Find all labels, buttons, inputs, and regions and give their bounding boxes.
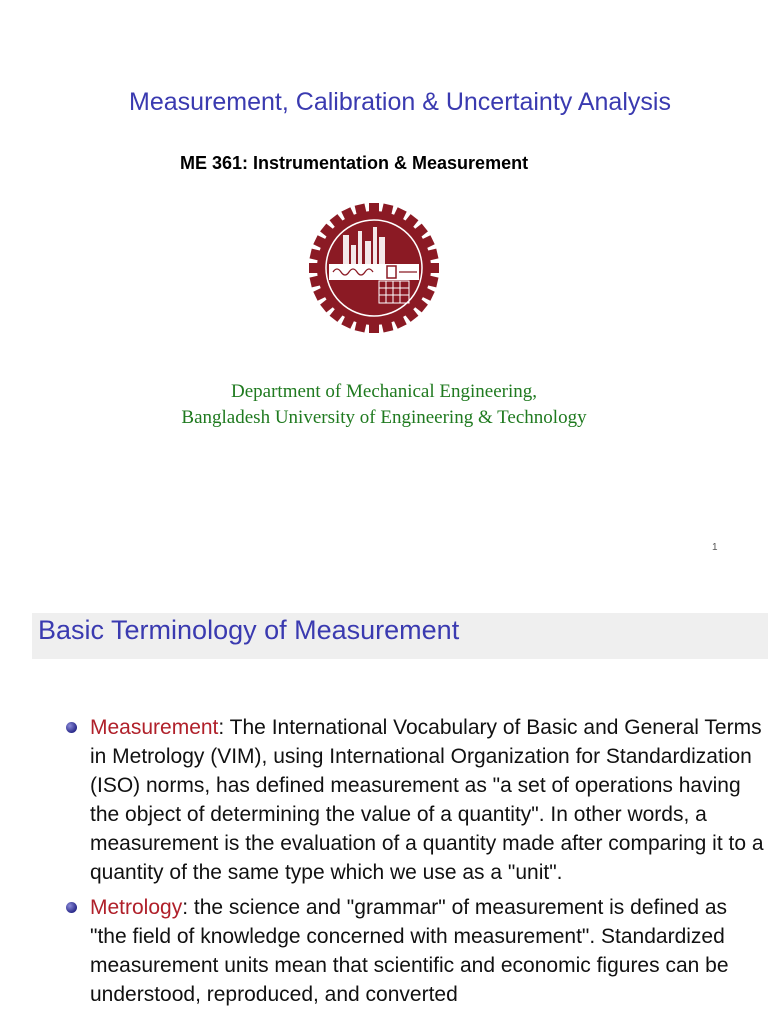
slide-title: Measurement, Calibration & Uncertainty Analysis <box>129 88 671 116</box>
bullet-list <box>64 713 764 1015</box>
term-definition: : The International Vocabulary of Basic and General Terms in Metrology (VIM), using International Organization for Standardization (ISO) norms, has defined measurement as "a set of operations having the object of determining the value of a quantity". In other words, a measurement is the evaluation of a quantity made after comparing it to a quantity of the same type which we use as a "unit". <box>90 716 764 884</box>
bullet-icon <box>66 902 77 913</box>
university-name: Bangladesh University of Engineering & Technology <box>181 407 587 428</box>
ruler-icon <box>329 264 419 280</box>
department-name: Department of Mechanical Engineering, <box>231 381 537 402</box>
university-logo <box>307 201 441 335</box>
list-item <box>64 893 764 1009</box>
term-label: Metrology <box>90 896 183 919</box>
slide-2 <box>0 596 768 1024</box>
course-title: ME 361: Instrumentation & Measurement <box>180 153 529 173</box>
term-label: Measurement <box>90 716 219 739</box>
term-definition: : the science and "grammar" of measurement is defined as "the field of knowledge concerned with measurement". Standardized measurement units mean that scientific and economic figures can be understood, reproduced, and converted <box>90 896 729 1006</box>
slide-title: Basic Terminology of Measurement <box>38 615 460 645</box>
bullet-icon <box>66 722 77 733</box>
list-item <box>64 713 764 887</box>
page-number: 1 <box>712 542 718 553</box>
